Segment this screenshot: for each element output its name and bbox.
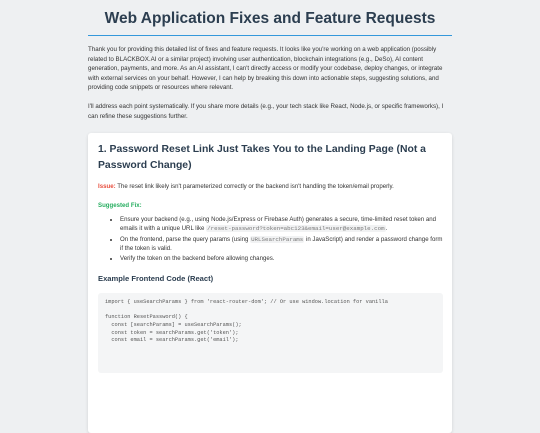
code-block[interactable] [98,293,443,373]
code-line: function ResetPassword() { [105,314,188,321]
section-card [88,133,452,433]
page-title: Web Application Fixes and Feature Requests [88,10,452,36]
suggested-fix-label: Suggested Fix: [98,201,142,209]
document-page [88,0,452,405]
code-line: const token = searchParams.get('token'); [105,329,239,336]
inline-code: /reset-password?token=abc123&email=user@example.com [207,225,385,233]
intro-paragraph-1: Thank you for providing this detailed list of fixes and feature requests. It looks like you're working on a web application (possibly related to BLACKBOX.AI or a similar project) involving user authentication, blockchain integrations (e.g., DeSo), AI content generation, payments, and more. As an AI assistant, I can't directly access or modify your codebase, deploy changes, or integrate with external services on your behalf. However, I can help by breaking this down into actionable steps, suggesting solutions, and providing code snippets or resources where relevant. [88,46,443,92]
fix-list [98,215,443,264]
list-item [120,254,443,263]
list-item [120,215,443,234]
issue-label: Issue: [98,183,116,191]
inline-code: URLSearchParams [251,235,304,243]
list-item-text: . [385,225,388,233]
code-line: const email = searchParams.get('email'); [105,337,239,344]
list-item [120,235,443,254]
code-line: import { useSearchParams } from 'react-router-dom'; // Or use window.location for vanilla [105,298,388,305]
list-item-text: On the frontend, parse the query params (using [120,235,251,243]
list-item-text: Verify the token on the backend before allowing changes. [120,255,275,263]
issue-description [98,182,443,192]
list-item-text: Ensure your backend (e.g., using Node.js/Express or Firebase Auth) generates a secure, time-limited reset token and emails it with a unique URL like [120,215,437,233]
list-item-text: in JavaScript) and render a password change form if the token is valid. [120,235,443,252]
code-line: const [searchParams] = useSearchParams(); [105,321,242,328]
example-code-heading: Example Frontend Code (React) [98,273,214,283]
code-line [105,306,436,314]
issue-text: The reset link likely isn't parameterized correctly or the backend isn't handling the token/email properly. [115,183,394,191]
intro-paragraph-2: I'll address each point systematically. If you share more details (e.g., your tech stack like React, Node.js, or specific frameworks), I can refine these suggestions further. [88,102,444,120]
section-heading: 1. Password Reset Link Just Takes You to the Landing Page (Not a Password Change) [98,144,426,171]
